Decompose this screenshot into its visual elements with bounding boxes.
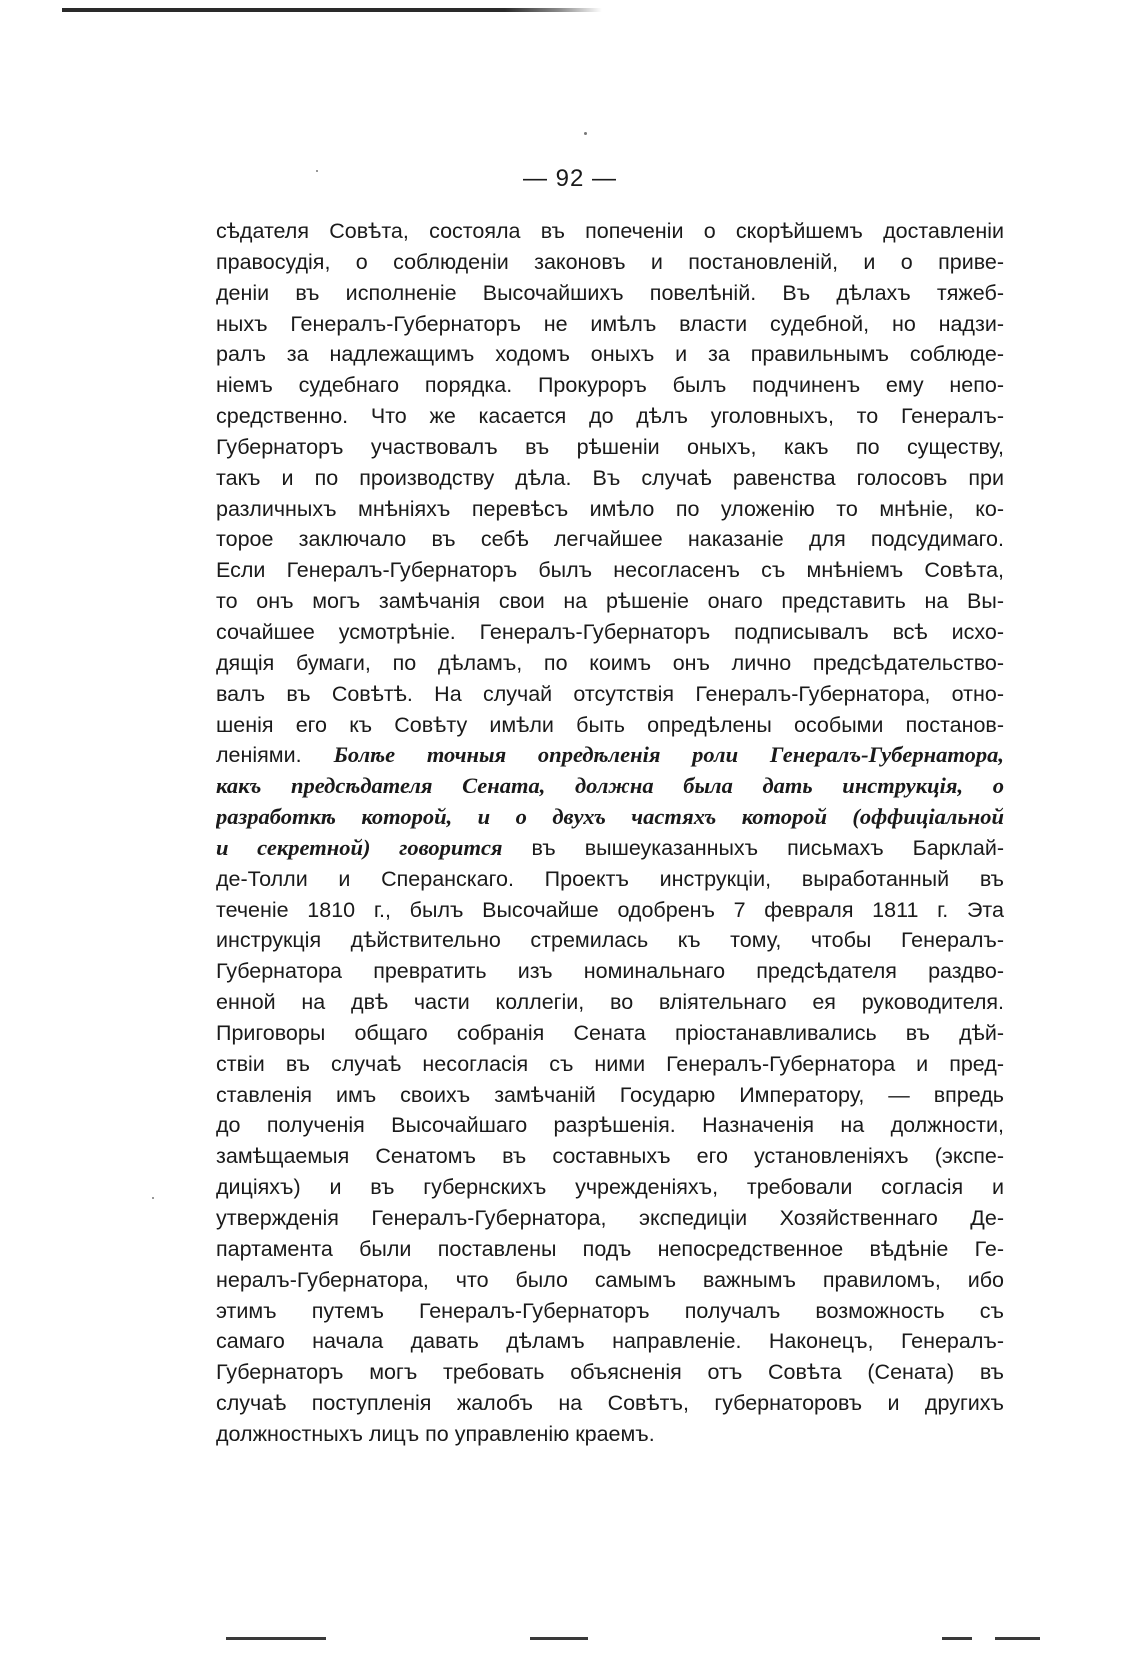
text-line	[216, 278, 1004, 309]
line-text: средственно. Что же касается до дѣлъ уголовныхъ, то Генералъ-	[216, 404, 1004, 429]
line-text: Приговоры общаго собранія Сената пріостанавливались въ дѣй-	[216, 1020, 1004, 1045]
line-text: различныхъ мнѣніяхъ перевѣсъ имѣло по уложенію то мнѣніе, ко-	[216, 496, 1004, 521]
text-line	[216, 617, 1004, 648]
scan-edge-rule-top	[62, 8, 602, 12]
line-text: самаго начала давать дѣламъ направленіе. Наконецъ, Генералъ-	[216, 1329, 1004, 1354]
line-text: сочайшее усмотрѣніе. Генералъ-Губернаторъ подписывалъ всѣ исхо-	[216, 619, 1004, 644]
line-text: торое заключало въ себѣ легчайшее наказаніе для подсудимаго.	[216, 527, 1004, 552]
text-line	[216, 339, 1004, 370]
text-line	[216, 771, 1004, 802]
line-text: ралъ за надлежащимъ ходомъ оныхъ и за правильнымъ соблюде-	[216, 342, 1004, 367]
line-text: такъ и по производству дѣла. Въ случаѣ равенства голосовъ при	[216, 465, 1004, 490]
text-line	[216, 1080, 1004, 1111]
scan-edge-rule-bottom	[995, 1637, 1040, 1640]
text-line	[216, 1388, 1004, 1419]
text-line	[216, 1234, 1004, 1265]
text-line	[216, 710, 1004, 741]
text-line	[216, 1326, 1004, 1357]
line-text: ставленія имъ своихъ замѣчаній Государю Императору, — впредь	[216, 1082, 1004, 1107]
text-line	[216, 494, 1004, 525]
text-line	[216, 463, 1004, 494]
line-text: Губернаторъ могъ требовать объясненія отъ Совѣта (Сената) въ	[216, 1360, 1004, 1385]
text-line	[216, 309, 1004, 340]
text-line	[216, 432, 1004, 463]
line-text: нералъ-Губернатора, что было самымъ важнымъ правиломъ, ибо	[216, 1267, 1004, 1292]
text-line	[216, 864, 1004, 895]
text-line	[216, 1419, 1004, 1450]
line-text: партамента были поставлены подъ непосредственное вѣдѣніе Ге-	[216, 1236, 1004, 1261]
line-text: ствіи въ случаѣ несогласія съ ними Генералъ-Губернатора и пред-	[216, 1051, 1004, 1076]
text-line	[216, 740, 1004, 771]
line-text: валъ въ Совѣтѣ. На случай отсутствія Генералъ-Губернатора, отно-	[216, 681, 1004, 706]
line-text: утвержденія Генералъ-Губернатора, экспедиціи Хозяйственнаго Де-	[216, 1206, 1004, 1230]
line-text: замѣщаемыя Сенатомъ въ составныхъ его установленіяхъ (экспе-	[216, 1144, 1004, 1169]
scan-speck	[152, 1197, 154, 1199]
line-text: правосудія, о соблюденіи законовъ и постановленій, и о приве-	[216, 249, 1004, 274]
line-text: должностныхъ лицъ по управленію краемъ.	[216, 1421, 655, 1446]
text-line	[216, 1265, 1004, 1296]
line-text: леніями.	[216, 743, 334, 768]
text-line	[216, 1172, 1004, 1203]
text-line	[216, 586, 1004, 617]
scan-edge-rule-bottom	[530, 1637, 588, 1640]
line-text: енной на двѣ части коллегіи, во вліятельнаго ея руководителя.	[216, 990, 1004, 1015]
line-text: въ вышеуказанныхъ письмахъ Барклай-	[502, 835, 1004, 860]
page-number: — 92 —	[522, 165, 618, 192]
line-text: Если Генералъ-Губернаторъ былъ несогласенъ съ мнѣніемъ Совѣта,	[216, 558, 1004, 583]
line-text: инструкція дѣйствительно стремилась къ тому, чтобы Генералъ-	[216, 928, 1004, 953]
line-text: то онъ могъ замѣчанія свои на рѣшеніе онаго представить на Вы-	[216, 589, 1004, 614]
line-text: шенія его къ Совѣту имѣли быть опредѣлены особыми постанов-	[216, 712, 1004, 737]
text-line	[216, 247, 1004, 278]
scan-edge-rule-bottom	[226, 1637, 326, 1640]
text-line	[216, 987, 1004, 1018]
scan-speck	[584, 132, 587, 135]
text-line	[216, 1018, 1004, 1049]
line-text: де-Толли и Сперанскаго. Проектъ инструкціи, выработанный въ	[216, 866, 1004, 891]
line-text: этимъ путемъ Генералъ-Губернаторъ получалъ возможность съ	[216, 1298, 1004, 1323]
line-text: Губернаторъ участвовалъ въ рѣшеніи оныхъ, какъ по существу,	[216, 434, 1004, 459]
text-line	[216, 1141, 1004, 1172]
line-text: ныхъ Генералъ-Губернаторъ не имѣлъ власти судебной, но надзи-	[216, 311, 1004, 336]
text-line	[216, 895, 1004, 926]
text-line	[216, 1296, 1004, 1327]
text-line	[216, 956, 1004, 987]
text-line	[216, 555, 1004, 586]
text-line	[216, 802, 1004, 833]
line-text: случаѣ поступленія жалобъ на Совѣтъ, губернаторовъ и другихъ	[216, 1391, 1004, 1416]
text-line	[216, 925, 1004, 956]
text-line	[216, 1357, 1004, 1388]
text-line	[216, 370, 1004, 401]
text-line	[216, 1110, 1004, 1141]
emphasized-text: разработкѣ которой, и о двухъ частяхъ которой (оффиціальной	[216, 804, 1004, 830]
emphasized-text: и секретной) говорится	[216, 834, 503, 860]
emphasized-text: Болѣе точныя опредѣленія роли Генералъ-Губернатора,	[333, 742, 1004, 768]
text-line	[216, 216, 1004, 247]
text-line	[216, 1049, 1004, 1080]
text-line	[216, 1203, 1004, 1234]
text-line	[216, 833, 1004, 864]
line-text: дящія бумаги, по дѣламъ, по коимъ онъ лично предсѣдательство-	[216, 650, 1004, 675]
emphasized-text: какъ предсѣдателя Сената, должна была дать инструкція, о	[216, 773, 1004, 799]
scan-edge-rule-bottom	[942, 1637, 972, 1640]
text-line	[216, 401, 1004, 432]
line-text: до полученія Высочайшаго разрѣшенія. Назначенія на должности,	[216, 1113, 1004, 1138]
line-text: теченіе 1810 г., былъ Высочайше одобренъ 7 февраля 1811 г. Эта	[216, 897, 1004, 922]
line-text: сѣдателя Совѣта, состояла въ попеченіи о скорѣйшемъ доставленіи	[216, 219, 1004, 243]
line-text: диціяхъ) и въ губернскихъ учрежденіяхъ, требовали согласія и	[216, 1175, 1004, 1200]
line-text: Губернатора превратить изъ номинальнаго предсѣдателя раздво-	[216, 959, 1004, 984]
text-line	[216, 648, 1004, 679]
body-paragraph	[216, 216, 1004, 1450]
line-text: деніи въ исполненіе Высочайшихъ повелѣній. Въ дѣлахъ тяжеб-	[216, 280, 1004, 305]
text-line	[216, 524, 1004, 555]
text-line	[216, 679, 1004, 710]
line-text: ніемъ судебнаго порядка. Прокуроръ былъ подчиненъ ему непо-	[216, 373, 1004, 398]
